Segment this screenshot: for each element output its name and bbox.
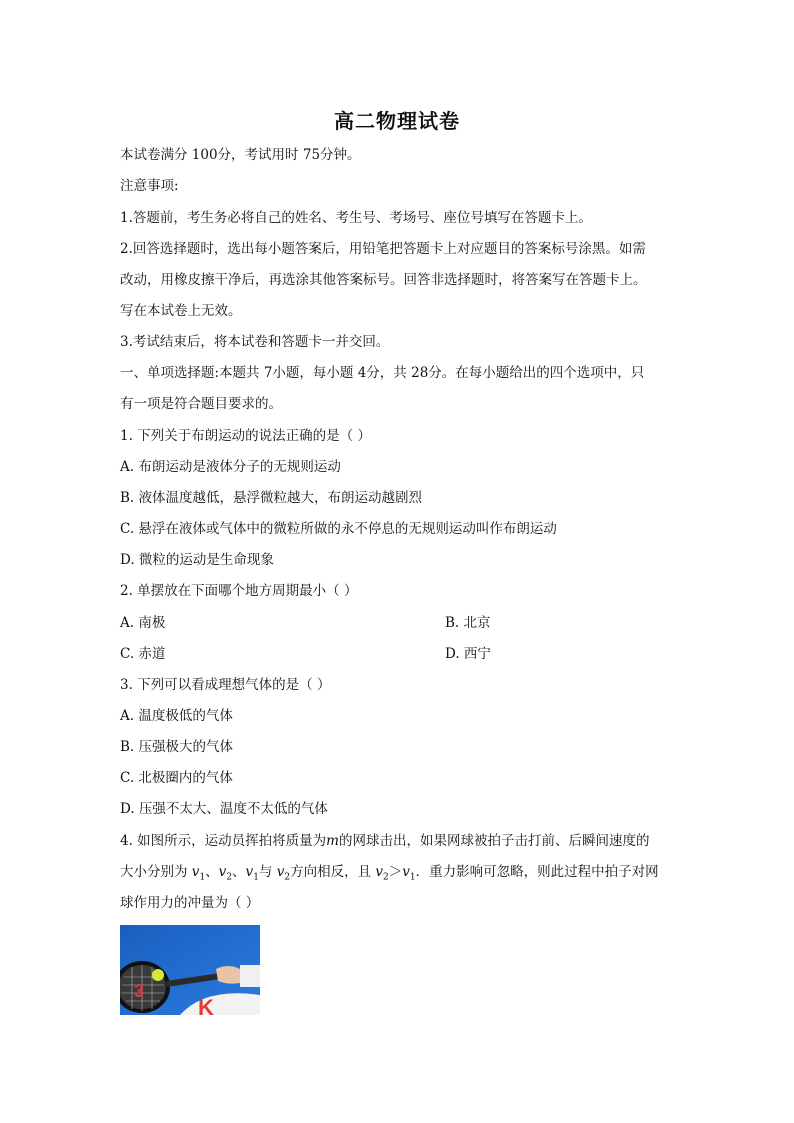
notice-item: 3.考试结束后，将本试卷和答题卡一并交回。 — [120, 334, 390, 350]
notice-item: 改动，用橡皮擦干净后，再选涂其他答案标号。回答非选择题时，将答案写在答题卡上。 — [120, 272, 647, 288]
tennis-illustration — [120, 925, 260, 1015]
question-1-option-c: C. 悬浮在液体或气体中的微粒所做的永不停息的无规则运动叫作布朗运动 — [120, 521, 557, 537]
question-2-option-b: B. 北京 — [445, 615, 491, 631]
question-3-option-a: A. 温度极低的气体 — [120, 708, 233, 724]
question-1-option-d: D. 微粒的运动是生命现象 — [120, 552, 274, 568]
question-3-option-c: C. 北极圈内的气体 — [120, 770, 233, 786]
question-1-stem: 1. 下列关于布朗运动的说法正确的是（ ） — [120, 428, 371, 444]
question-3-stem: 3. 下列可以看成理想气体的是（ ） — [120, 677, 331, 693]
notice-heading: 注意事项: — [120, 178, 179, 194]
notice-item: 写在本试卷上无效。 — [120, 303, 242, 319]
court-logo-fragment: K — [198, 995, 214, 1015]
section-heading-cont: 有一项是符合题目要求的。 — [120, 396, 282, 412]
notice-item: 1.答题前，考生务必将自己的姓名、考生号、考场号、座位号填写在答题卡上。 — [120, 210, 592, 226]
question-1-option-b: B. 液体温度越低，悬浮微粒越大，布朗运动越剧烈 — [120, 490, 423, 506]
intro-text: 本试卷满分 100分，考试用时 75分钟。 — [120, 147, 361, 163]
question-2-option-c: C. 赤道 — [120, 646, 166, 662]
page-title: 高二物理试卷 — [334, 109, 460, 133]
question-1-option-a: A. 布朗运动是液体分子的无规则运动 — [120, 459, 341, 475]
question-4-line-2: 大小分别为 $v_1$、$v_2$、$v_1$与 $v_2$方向相反，且 $v_2>v_1$．重力影响可忽略，则此过程中拍子对网 — [120, 864, 659, 883]
question-4-line-3: 球作用力的冲量为（ ） — [120, 895, 260, 911]
question-2-option-d: D. 西宁 — [445, 646, 491, 662]
section-heading: 一、单项选择题:本题共 7小题，每小题 4分，共 28分。在每小题给出的四个选项中，只 — [120, 365, 645, 381]
player-sleeve — [240, 965, 260, 987]
tennis-racket-photo — [120, 925, 260, 1015]
question-2-stem: 2. 单摆放在下面哪个地方周期最小（ ） — [120, 583, 358, 599]
question-3-option-d: D. 压强不太大、温度不太低的气体 — [120, 801, 328, 817]
question-4-line-1: 4. 如图所示，运动员挥拍将质量为m的网球击出，如果网球被拍子击打前、后瞬间速度的 — [120, 833, 650, 849]
tennis-ball — [152, 969, 164, 981]
racket-logo-mark: 3 — [134, 981, 145, 1001]
question-3-option-b: B. 压强极大的气体 — [120, 739, 234, 755]
notice-item: 2.回答选择题时，选出每小题答案后，用铅笔把答题卡上对应题目的答案标号涂黑。如需 — [120, 241, 646, 257]
question-2-option-a: A. 南极 — [120, 615, 166, 631]
